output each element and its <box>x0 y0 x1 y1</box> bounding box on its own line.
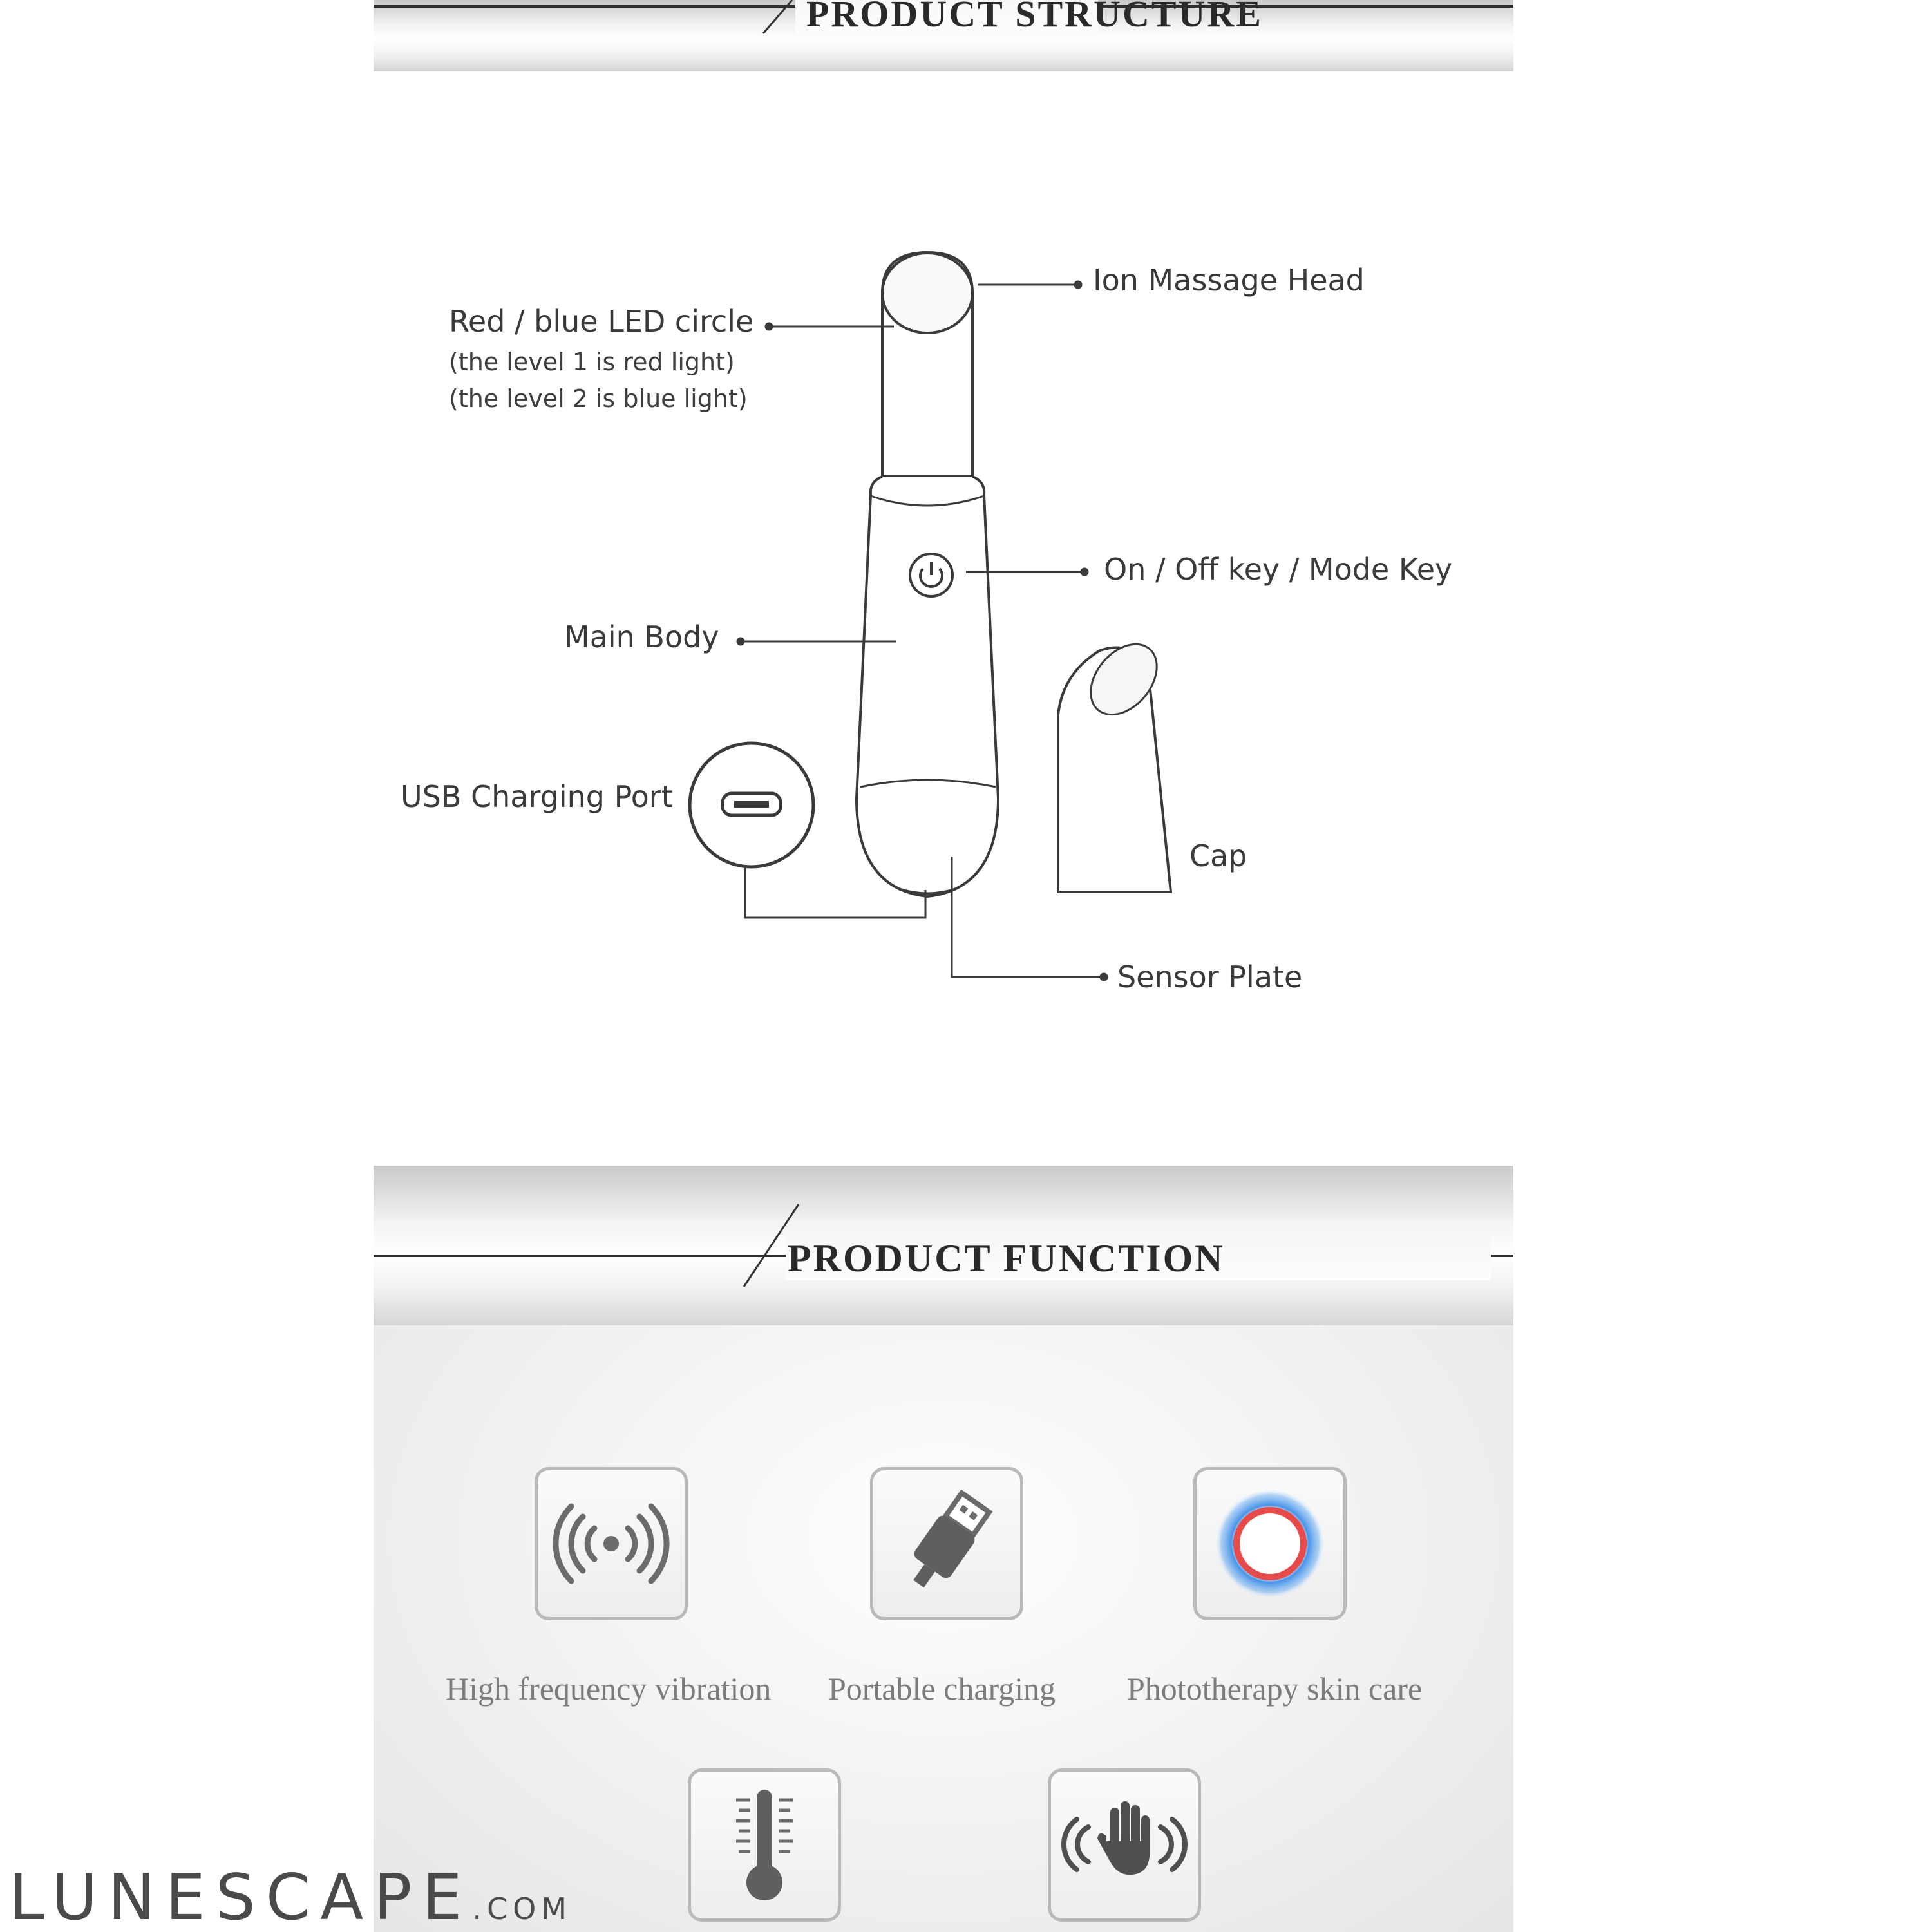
label-led-note-1: (the level 1 is red light) <box>449 348 735 376</box>
function-banner <box>374 1166 1513 1325</box>
function-tile-hand <box>1048 1768 1201 1922</box>
brand-suffix: .COM <box>472 1891 573 1926</box>
thermometer-icon <box>691 1772 838 1918</box>
label-power-key: On / Off key / Mode Key <box>1104 552 1453 587</box>
usb-port-magnifier <box>690 743 813 867</box>
label-led-circle: Red / blue LED circle <box>449 304 754 339</box>
usb-plug-icon <box>873 1470 1020 1617</box>
hand-vibration-icon <box>1051 1772 1198 1918</box>
vibration-icon <box>538 1470 685 1617</box>
cap-drawing <box>1058 632 1171 892</box>
function-tile-phototherapy <box>1193 1467 1347 1620</box>
function-tile-vibration <box>535 1467 688 1620</box>
power-key-drawing <box>910 554 952 596</box>
label-usb-port: USB Charging Port <box>401 779 673 814</box>
function-area <box>374 1325 1513 1932</box>
label-main-body: Main Body <box>564 620 719 654</box>
function-caption-phototherapy: Phototherapy skin care <box>1127 1671 1423 1707</box>
phototherapy-ring-icon <box>1197 1470 1343 1617</box>
label-led-note-2: (the level 2 is blue light) <box>449 384 748 413</box>
function-tile-thermometer <box>688 1768 841 1922</box>
function-caption-charging: Portable charging <box>828 1671 1056 1707</box>
brand-name: LUNESCAPE <box>9 1861 473 1932</box>
ion-massage-head-drawing <box>882 252 972 477</box>
label-ion-massage-head: Ion Massage Head <box>1093 263 1365 298</box>
label-cap: Cap <box>1189 838 1247 873</box>
function-tile-charging <box>870 1467 1023 1620</box>
label-sensor-plate: Sensor Plate <box>1117 960 1303 994</box>
structure-heading: PRODUCT STRUCTURE <box>806 0 1263 35</box>
function-caption-vibration: High frequency vibration <box>446 1671 772 1707</box>
brand-watermark <box>9 1861 572 1932</box>
main-body-drawing <box>857 477 998 896</box>
function-heading: PRODUCT FUNCTION <box>788 1237 1225 1280</box>
